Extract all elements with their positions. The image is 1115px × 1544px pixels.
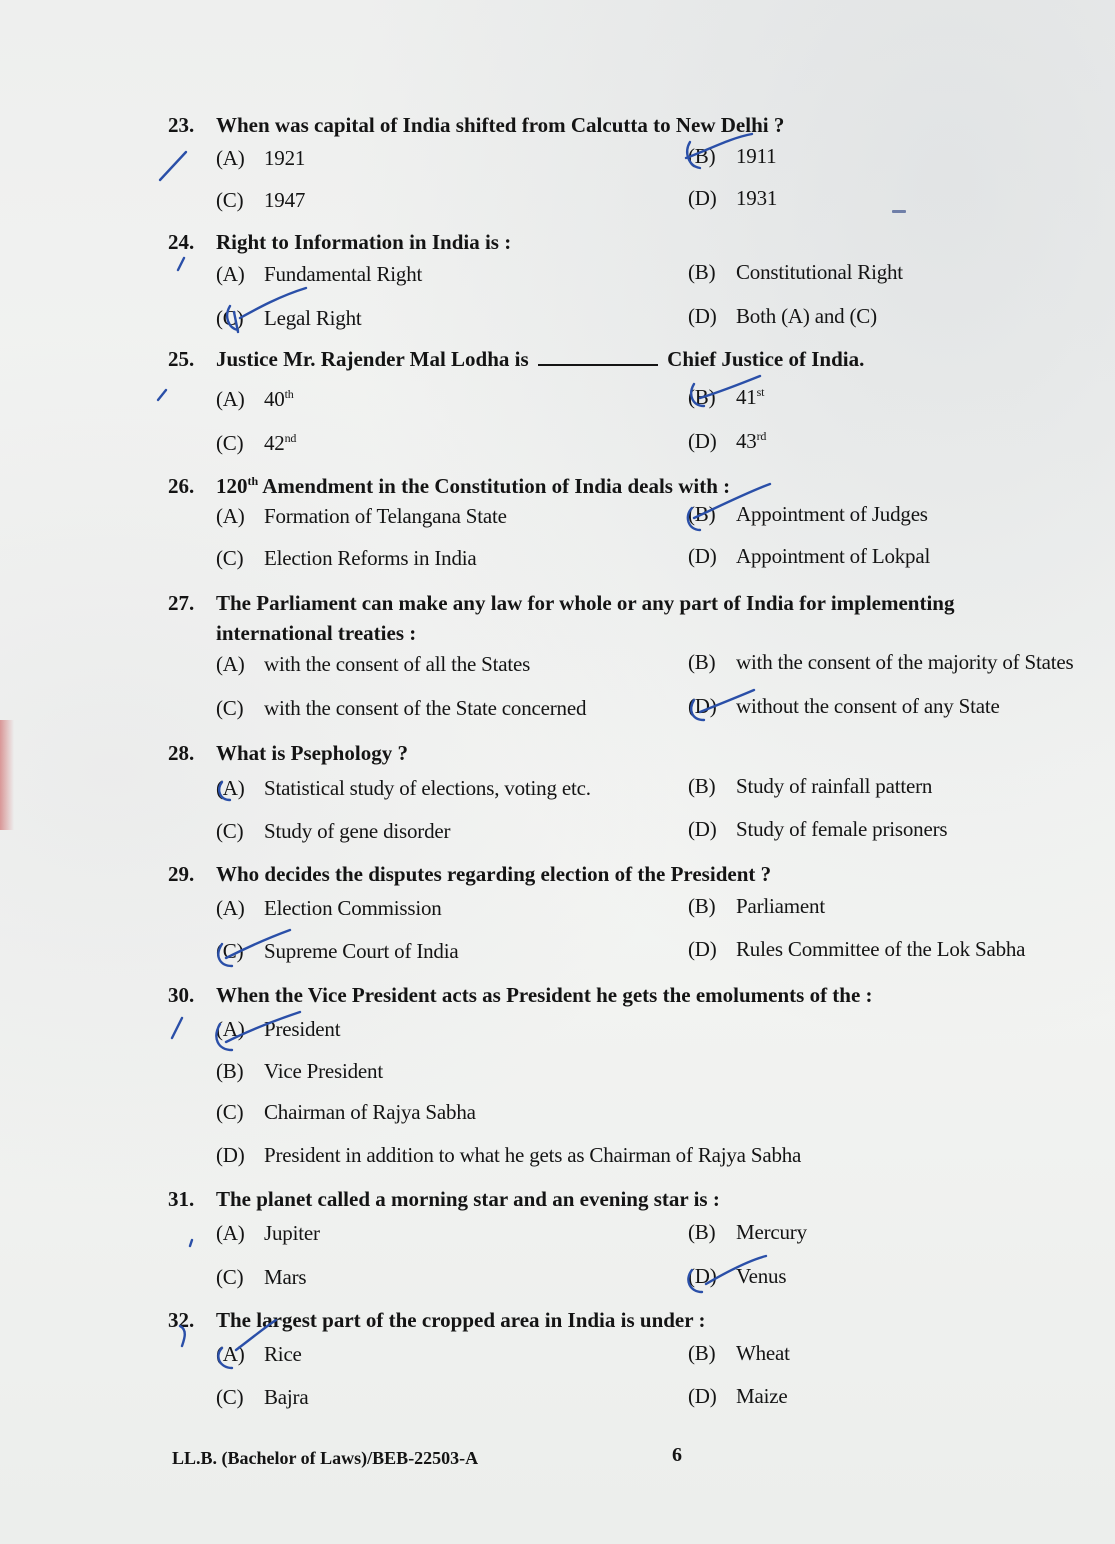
option-c[interactable]: (C) Legal Right bbox=[216, 306, 362, 330]
option-c[interactable]: (C) Bajra bbox=[216, 1385, 309, 1409]
option-b[interactable]: (B) Mercury bbox=[688, 1220, 807, 1244]
question-number: 26. bbox=[168, 474, 195, 498]
option-b[interactable]: (B) Constitutional Right bbox=[688, 260, 903, 284]
option-a[interactable]: (A) President bbox=[216, 1017, 341, 1041]
paper-edge-stain bbox=[0, 720, 14, 830]
question-number: 28. bbox=[168, 741, 195, 765]
question-27 bbox=[168, 588, 1108, 648]
question-28 bbox=[168, 738, 1108, 768]
option-b[interactable]: (B) Appointment of Judges bbox=[688, 502, 928, 526]
tick-mark-q23 bbox=[160, 152, 186, 180]
question-number: 29. bbox=[168, 862, 195, 886]
option-b[interactable]: (B) 1911 bbox=[688, 144, 777, 168]
question-number: 25. bbox=[168, 347, 195, 371]
option-a[interactable]: (A) 1921 bbox=[216, 146, 306, 170]
question-number: 24. bbox=[168, 230, 195, 254]
option-a[interactable]: (A) Statistical study of elections, voting etc. bbox=[216, 776, 591, 800]
option-c[interactable]: (C) 42nd bbox=[216, 431, 297, 455]
option-a[interactable]: (A) 40th bbox=[216, 387, 294, 411]
answer-blank bbox=[538, 344, 658, 366]
question-25 bbox=[168, 344, 1108, 374]
option-d[interactable]: (D) Both (A) and (C) bbox=[688, 304, 877, 328]
question-29 bbox=[168, 859, 1108, 889]
option-d[interactable]: (D) 1931 bbox=[688, 186, 778, 210]
option-d[interactable]: (D) Maize bbox=[688, 1384, 788, 1408]
option-d[interactable]: (D) 43rd bbox=[688, 429, 767, 453]
question-30 bbox=[168, 980, 1108, 1010]
option-d[interactable]: (D) Venus bbox=[688, 1264, 787, 1288]
option-b[interactable]: (B) Study of rainfall pattern bbox=[688, 774, 933, 798]
question-text: The planet called a morning star and an evening star is : bbox=[216, 1187, 720, 1211]
question-32 bbox=[168, 1305, 1108, 1335]
tick-mark-q31 bbox=[190, 1240, 192, 1246]
question-text: When the Vice President acts as President he gets the emoluments of the : bbox=[216, 983, 873, 1007]
option-c[interactable]: (C) Study of gene disorder bbox=[216, 819, 451, 843]
option-c[interactable]: (C) Supreme Court of India bbox=[216, 939, 459, 963]
tick-mark-q25 bbox=[158, 390, 166, 400]
option-c[interactable]: (C) 1947 bbox=[216, 188, 306, 212]
tick-mark-q30 bbox=[172, 1018, 182, 1038]
option-c[interactable]: (C) Mars bbox=[216, 1265, 307, 1289]
option-a[interactable]: (A) Formation of Telangana State bbox=[216, 504, 507, 528]
question-number: 27. bbox=[168, 591, 195, 615]
option-a[interactable]: (A) with the consent of all the States bbox=[216, 652, 531, 676]
footer-paper-code: LL.B. (Bachelor of Laws)/BEB-22503-A bbox=[172, 1448, 479, 1468]
page-number: 6 bbox=[672, 1444, 682, 1466]
option-a[interactable]: (A) Rice bbox=[216, 1342, 302, 1366]
question-31 bbox=[168, 1184, 1108, 1214]
option-c[interactable]: (C) Election Reforms in India bbox=[216, 546, 477, 570]
question-23 bbox=[168, 110, 1108, 140]
option-a[interactable]: (A) Fundamental Right bbox=[216, 262, 423, 286]
question-number: 31. bbox=[168, 1187, 195, 1211]
option-a[interactable]: (A) Election Commission bbox=[216, 896, 442, 920]
question-text: What is Psephology ? bbox=[216, 741, 408, 765]
option-d[interactable]: (D) Appointment of Lokpal bbox=[688, 544, 931, 568]
question-24 bbox=[168, 227, 1108, 257]
tick-mark-q24 bbox=[178, 258, 184, 270]
option-d[interactable]: (D) without the consent of any State bbox=[688, 694, 1000, 718]
option-d[interactable]: (D) Study of female prisoners bbox=[688, 817, 948, 841]
question-text-sup: th bbox=[247, 474, 259, 488]
question-text: Amendment in the Constitution of India deals with : bbox=[258, 474, 731, 498]
question-text: The largest part of the cropped area in India is under : bbox=[216, 1308, 706, 1332]
question-number: 30. bbox=[168, 983, 195, 1007]
question-text: Right to Information in India is : bbox=[216, 230, 512, 254]
option-b[interactable]: (B) Wheat bbox=[688, 1341, 790, 1365]
question-number: 32. bbox=[168, 1308, 195, 1332]
stray-ink-mark bbox=[892, 210, 906, 213]
question-text-after: Chief Justice of India. bbox=[661, 347, 865, 371]
question-text-continued: international treaties : bbox=[216, 621, 417, 645]
question-number: 23. bbox=[168, 113, 195, 137]
option-b[interactable]: (B) 41st bbox=[688, 385, 765, 409]
question-26 bbox=[168, 466, 1108, 501]
question-text: Who decides the disputes regarding election of the President ? bbox=[216, 862, 772, 886]
option-a[interactable]: (A) Jupiter bbox=[216, 1221, 320, 1245]
option-b[interactable]: (B) Parliament bbox=[688, 894, 825, 918]
option-b[interactable]: (B) Vice President bbox=[216, 1059, 383, 1083]
option-d[interactable]: (D) President in addition to what he gets as Chairman of Rajya Sabha bbox=[216, 1143, 802, 1167]
question-text-before: Justice Mr. Rajender Mal Lodha is bbox=[216, 347, 534, 371]
question-text: When was capital of India shifted from Calcutta to New Delhi ? bbox=[216, 113, 785, 137]
option-b[interactable]: (B) with the consent of the majority of States bbox=[688, 650, 1074, 674]
option-c[interactable]: (C) with the consent of the State concerned bbox=[216, 696, 587, 720]
option-c[interactable]: (C) Chairman of Rajya Sabha bbox=[216, 1100, 476, 1124]
option-d[interactable]: (D) Rules Committee of the Lok Sabha bbox=[688, 937, 1026, 961]
question-text: The Parliament can make any law for whole or any part of India for implementing bbox=[216, 591, 955, 615]
question-text-prefix: 120 bbox=[216, 474, 248, 498]
